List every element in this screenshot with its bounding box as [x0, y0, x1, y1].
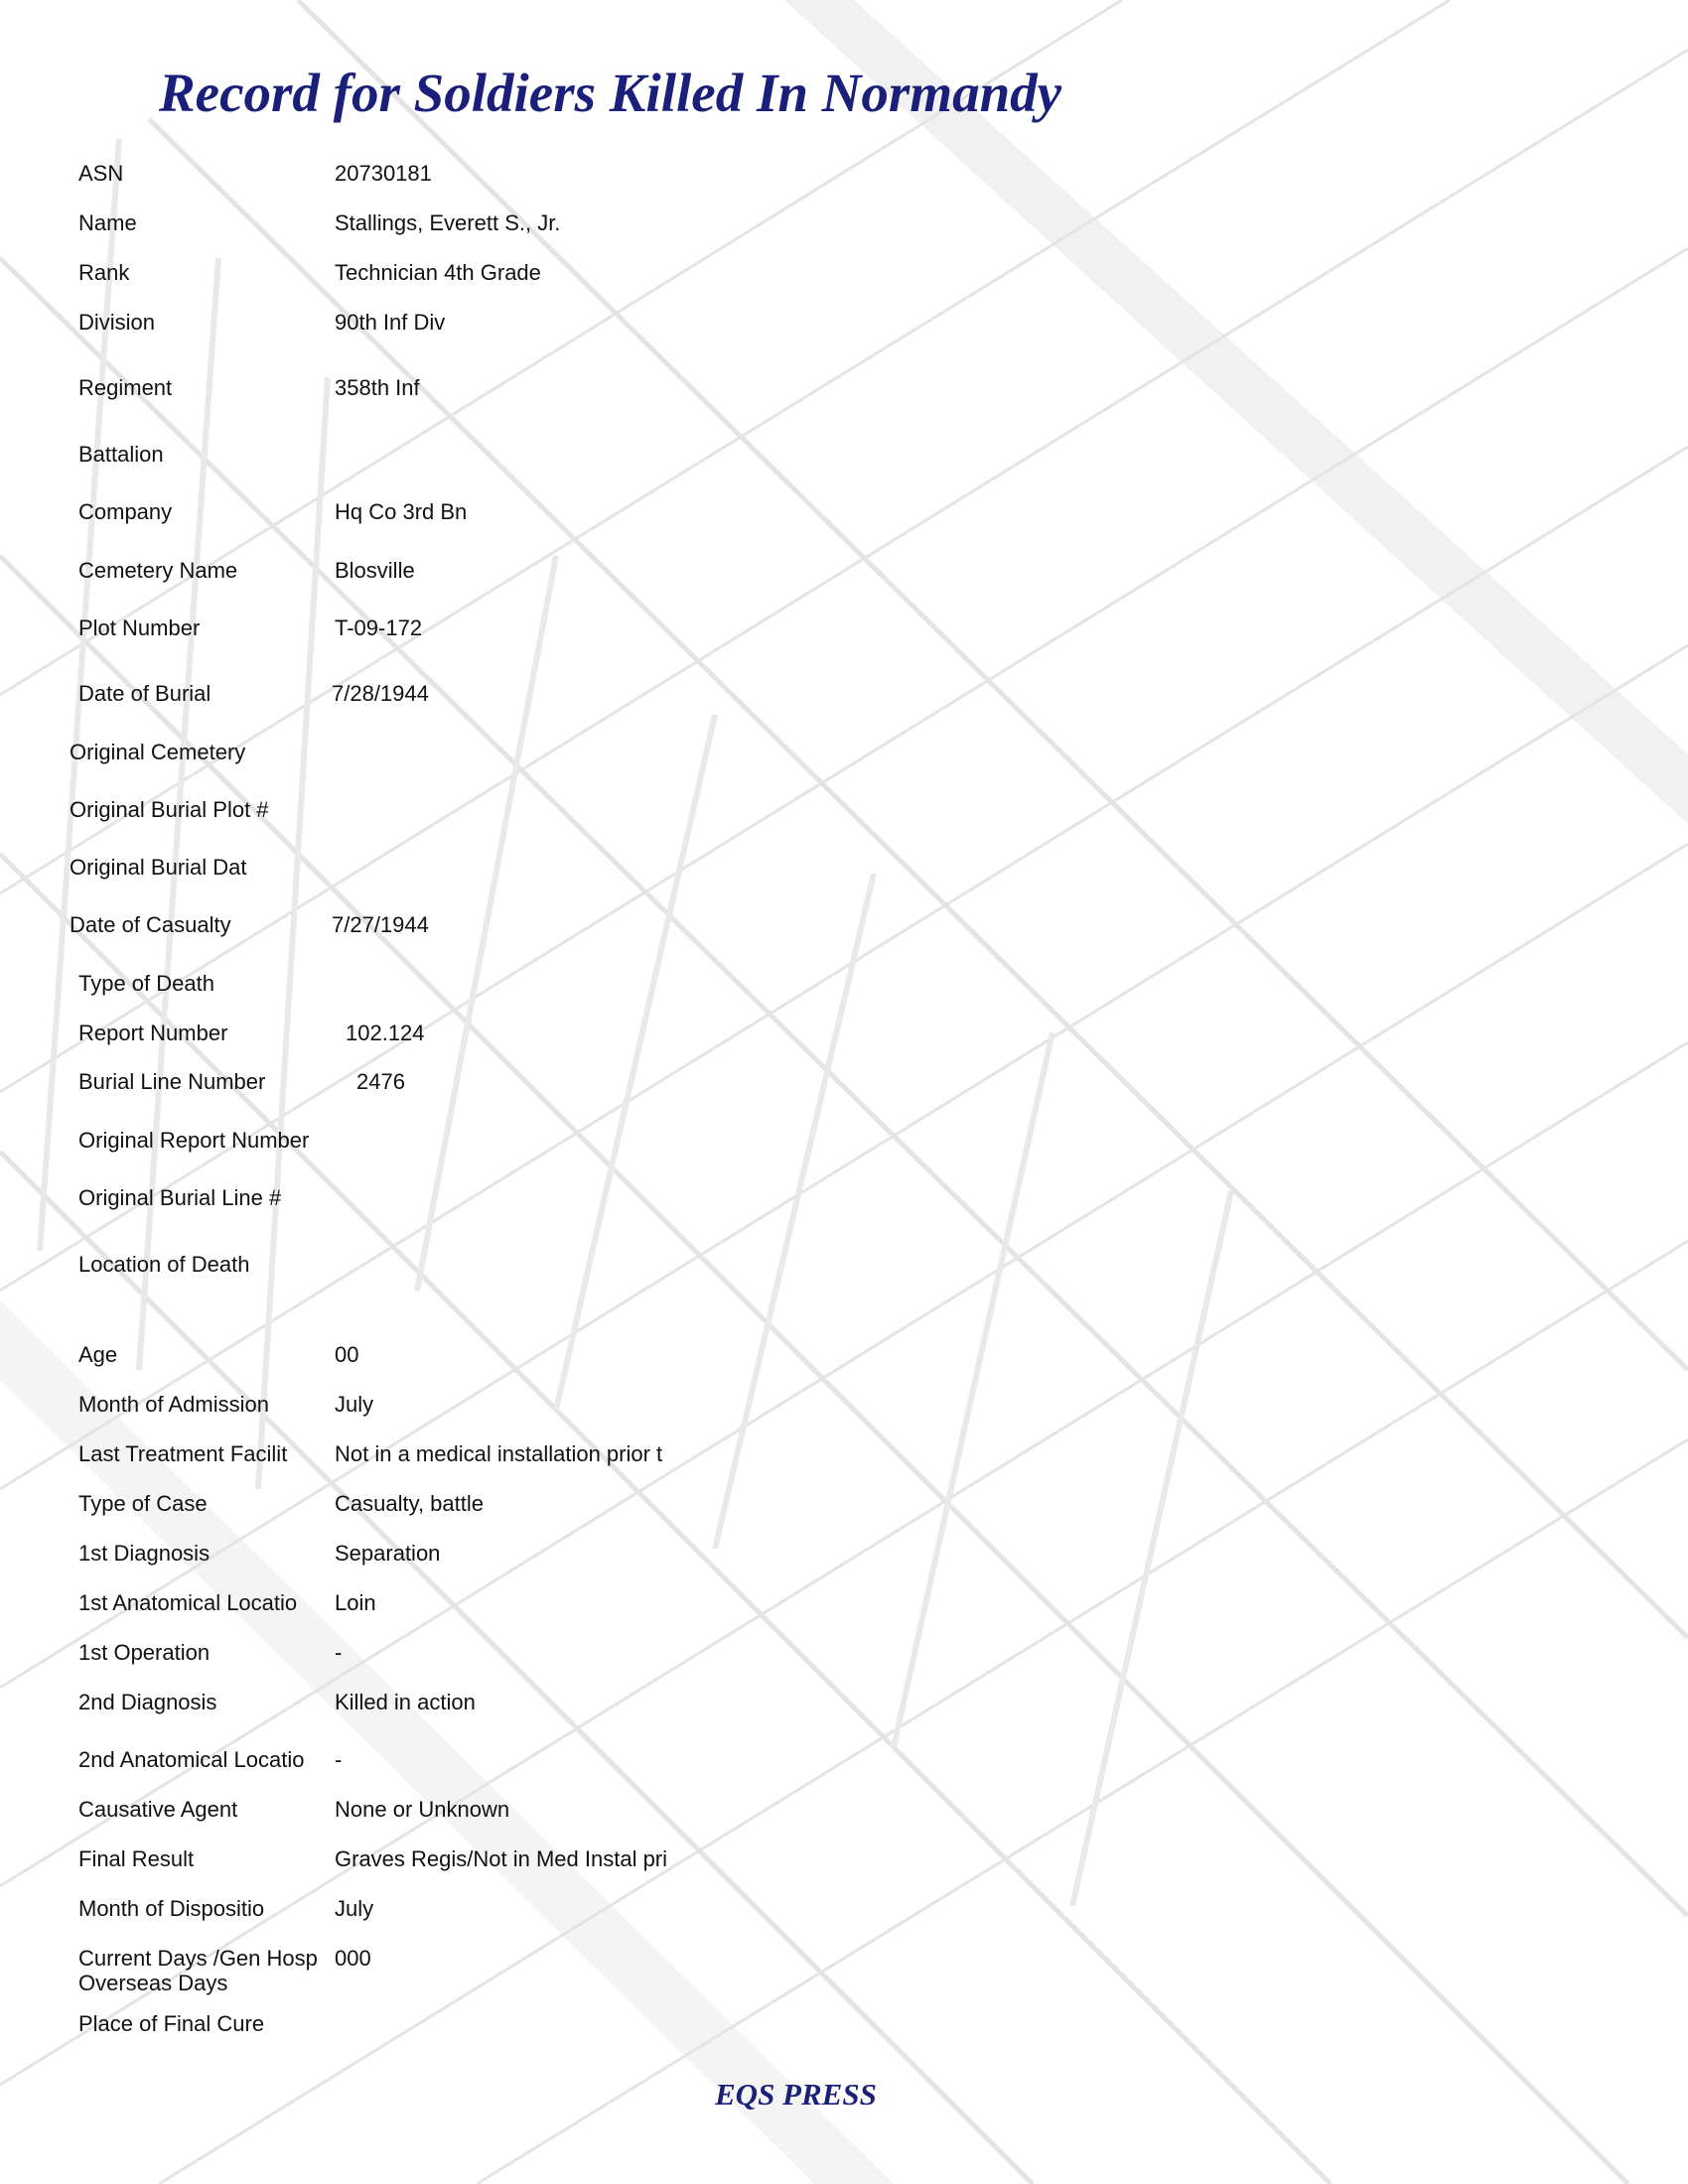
company-value: Hq Co 3rd Bn	[335, 499, 468, 524]
second-anatomical-location-label: 2nd Anatomical Locatio	[78, 1747, 305, 1772]
final-result-value: Graves Regis/Not in Med Instal pri	[335, 1846, 668, 1871]
division-label: Division	[78, 310, 156, 335]
location-of-death-label: Location of Death	[78, 1252, 250, 1277]
first-anatomical-location-value: Loin	[335, 1590, 376, 1615]
page-title: Record for Soldiers Killed In Normandy	[159, 63, 1062, 123]
second-diagnosis-value: Killed in action	[335, 1690, 476, 1714]
final-result-label: Final Result	[78, 1846, 195, 1871]
publisher-footer: EQS PRESS	[715, 2077, 877, 2112]
division-value: 90th Inf Div	[335, 310, 446, 335]
place-of-final-cure-label: Place of Final Cure	[78, 2011, 265, 2036]
date-of-casualty-value: 7/27/1944	[332, 912, 429, 937]
second-anatomical-location-value: -	[335, 1747, 343, 1772]
date-of-casualty-label: Date of Casualty	[70, 912, 231, 937]
cemetery-name-value: Blosville	[335, 558, 415, 583]
date-of-burial-label: Date of Burial	[78, 681, 211, 706]
type-of-case-value: Casualty, battle	[335, 1491, 485, 1516]
battalion-label: Battalion	[78, 442, 164, 467]
last-treatment-facility-label: Last Treatment Facilit	[78, 1441, 288, 1466]
burial-line-number-value: 2476	[356, 1069, 405, 1094]
report-number-value: 102.124	[346, 1021, 425, 1045]
age-value: 00	[335, 1342, 359, 1367]
original-burial-line-label: Original Burial Line #	[78, 1185, 282, 1210]
month-of-admission-value: July	[335, 1392, 374, 1417]
rank-value: Technician 4th Grade	[335, 260, 541, 285]
first-anatomical-location-label: 1st Anatomical Locatio	[78, 1590, 298, 1615]
date-of-burial-value: 7/28/1944	[332, 681, 429, 706]
original-burial-date-label: Original Burial Dat	[70, 855, 247, 880]
name-value: Stallings, Everett S., Jr.	[335, 210, 561, 235]
month-of-disposition-label: Month of Dispositio	[78, 1896, 265, 1921]
company-label: Company	[78, 499, 173, 524]
causative-agent-value: None or Unknown	[335, 1797, 510, 1822]
original-burial-plot-label: Original Burial Plot #	[70, 797, 269, 822]
regiment-value: 358th Inf	[335, 375, 420, 400]
plot-number-value: T-09-172	[335, 615, 423, 640]
current-days-gen-hosp-label: Current Days /Gen Hosp	[78, 1946, 318, 1971]
original-report-number-label: Original Report Number	[78, 1128, 310, 1153]
cemetery-name-label: Cemetery Name	[78, 558, 238, 583]
rank-label: Rank	[78, 260, 130, 285]
second-diagnosis-label: 2nd Diagnosis	[78, 1690, 217, 1714]
first-operation-value: -	[335, 1640, 343, 1665]
type-of-case-label: Type of Case	[78, 1491, 208, 1516]
asn-label: ASN	[78, 161, 124, 186]
month-of-admission-label: Month of Admission	[78, 1392, 269, 1417]
name-label: Name	[78, 210, 137, 235]
overseas-days-label: Overseas Days	[78, 1971, 228, 1995]
asn-value: 20730181	[335, 161, 432, 186]
plot-number-label: Plot Number	[78, 615, 201, 640]
current-days-gen-hosp-value: 000	[335, 1946, 371, 1971]
regiment-label: Regiment	[78, 375, 173, 400]
burial-line-number-label: Burial Line Number	[78, 1069, 266, 1094]
type-of-death-label: Type of Death	[78, 971, 214, 996]
original-cemetery-label: Original Cemetery	[70, 740, 246, 764]
first-diagnosis-value: Separation	[335, 1541, 441, 1566]
age-label: Age	[78, 1342, 118, 1367]
causative-agent-label: Causative Agent	[78, 1797, 238, 1822]
first-operation-label: 1st Operation	[78, 1640, 211, 1665]
report-number-label: Report Number	[78, 1021, 228, 1045]
first-diagnosis-label: 1st Diagnosis	[78, 1541, 211, 1566]
last-treatment-facility-value: Not in a medical installation prior t	[335, 1441, 663, 1466]
month-of-disposition-value: July	[335, 1896, 374, 1921]
